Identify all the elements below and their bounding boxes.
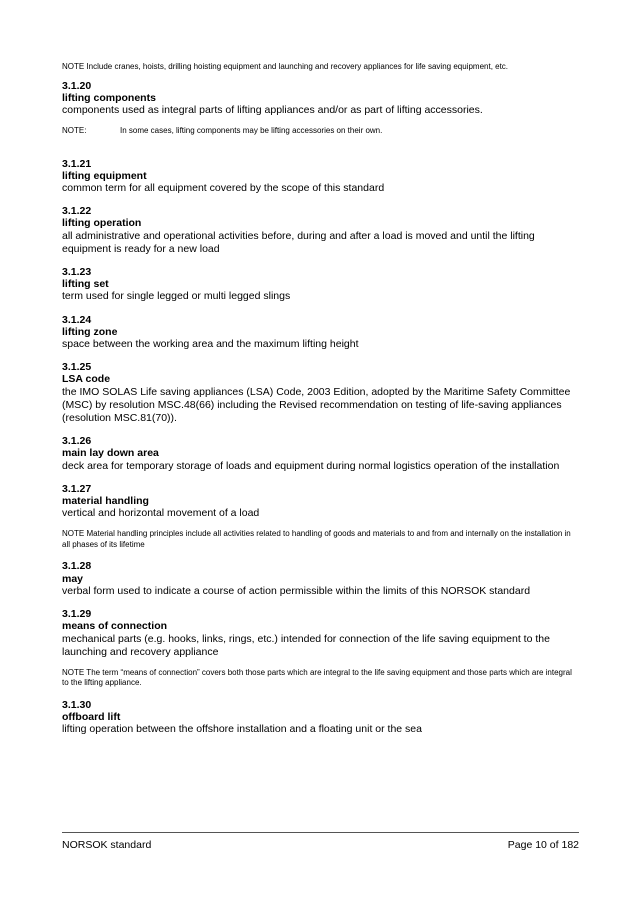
clause-number: 3.1.20 (62, 80, 92, 92)
definition-entry (62, 361, 579, 425)
definition: verbal form used to indicate a course of action permissible within the limits of this NORSOK standard (62, 584, 531, 597)
definition-note: NOTE Material handling principles include all activities related to handling of goods and materials to and from and internally on the installation in all phases of its lifetime (62, 529, 571, 549)
term: offboard lift (62, 711, 121, 724)
note-text: In some cases, lifting components may be lifting accessories on their own. (120, 125, 383, 135)
clause-number: 3.1.27 (62, 482, 92, 495)
term: may (62, 572, 84, 585)
definition-entry (62, 80, 579, 136)
definition-entry (62, 158, 579, 196)
definition: lifting operation between the offshore installation and a floating unit or the sea (62, 723, 422, 736)
term: lifting components (62, 92, 156, 105)
definition: all administrative and operational activities before, during and after a load is moved and until the lifting equipment is ready for a new load (62, 229, 535, 255)
footer-page-number: Page 10 of 182 (507, 839, 579, 851)
definition: common term for all equipment covered by the scope of this standard (62, 182, 385, 195)
term: LSA code (62, 373, 111, 386)
definition-entry (62, 205, 579, 256)
note-label: NOTE: (62, 125, 87, 135)
definition-entry (62, 266, 579, 304)
definition-entry (62, 699, 579, 737)
definition: the IMO SOLAS Life saving appliances (LSA) Code, 2003 Edition, adopted by the Maritime Safety Committee (MSC) by resolution MSC.48(66) including the Revised recommendation on testing of life-saving appliances (resolution MSC.81(70)). (62, 385, 571, 425)
clause-number: 3.1.29 (62, 608, 92, 621)
term: lifting operation (62, 217, 142, 230)
definition: deck area for temporary storage of loads and equipment during normal logistics operation of the installation (62, 459, 560, 472)
term: main lay down area (62, 447, 159, 460)
clause-number: 3.1.30 (62, 698, 92, 711)
clause-number: 3.1.26 (62, 435, 92, 448)
definition-entry (62, 608, 579, 689)
clause-number: 3.1.23 (62, 266, 92, 279)
clause-number: 3.1.25 (62, 361, 92, 374)
clause-number: 3.1.28 (62, 560, 92, 573)
term: material handling (62, 495, 149, 508)
definition-note: NOTE The term “means of connection” covers both those parts which are integral to the life saving equipment and those parts which are integral to the lifting appliance. (62, 667, 572, 688)
definitions-list (62, 80, 579, 737)
definition: components used as integral parts of lifting appliances and/or as part of lifting accessories. (62, 104, 483, 117)
definition-entry (62, 435, 579, 473)
term: lifting equipment (62, 169, 147, 182)
definition-entry (62, 483, 579, 551)
definition: term used for single legged or multi legged slings (62, 290, 291, 303)
footer-standard-name: NORSOK standard (62, 839, 152, 851)
clause-number: 3.1.22 (62, 205, 92, 218)
top-note: NOTE Include cranes, hoists, drilling hoisting equipment and launching and recovery appliances for life saving equipment, etc. (62, 62, 509, 71)
definition: mechanical parts (e.g. hooks, links, rings, etc.) intended for connection of the life saving equipment to the launching and recovery appliance (62, 632, 550, 658)
clause-number: 3.1.21 (62, 157, 92, 170)
term: means of connection (62, 620, 168, 633)
definition-entry (62, 560, 579, 598)
definition: space between the working area and the maximum lifting height (62, 338, 359, 351)
term: lifting set (62, 278, 109, 291)
definition: vertical and horizontal movement of a load (62, 507, 260, 520)
term: lifting zone (62, 325, 118, 338)
footer-divider (62, 832, 579, 833)
definition-note (62, 125, 579, 136)
definition-entry (62, 314, 579, 352)
clause-number: 3.1.24 (62, 313, 92, 326)
